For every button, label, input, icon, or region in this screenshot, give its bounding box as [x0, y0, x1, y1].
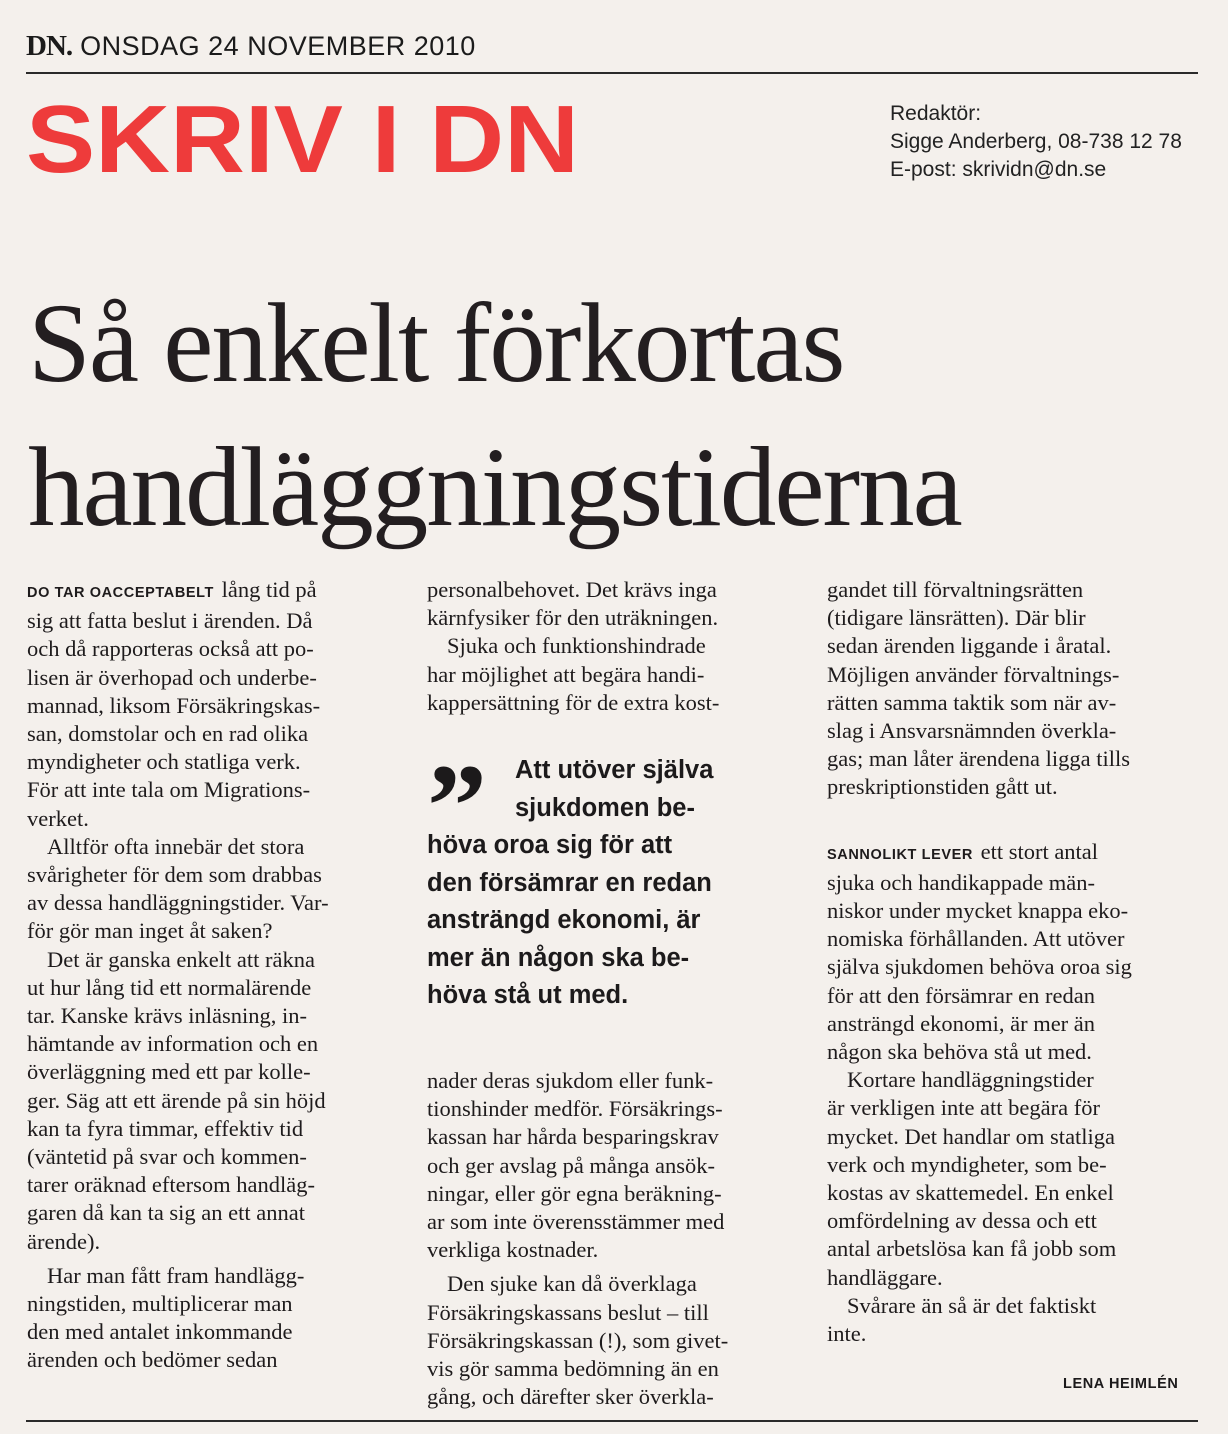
- text-line: ärende).: [27, 1228, 101, 1254]
- text-line: handläggare.: [827, 1264, 943, 1290]
- paragraph-7: [427, 1270, 792, 1411]
- text-line: Svårare än så är det faktiskt: [847, 1292, 1097, 1318]
- text-line: nomiska förhållanden. Att utöver: [827, 926, 1125, 952]
- text-line: vis gör samma bedömning än en: [427, 1356, 719, 1382]
- text-line: hämtande av information och en: [27, 1031, 319, 1057]
- text-line: personalbehovet. Det krävs inga: [427, 577, 717, 602]
- text-line: ärenden och bedömer sedan: [27, 1347, 278, 1373]
- text-line: någon ska behöva stå ut med.: [827, 1039, 1092, 1065]
- paragraph-9: [827, 838, 1199, 1067]
- text-line: själva sjukdomen behöva oroa sig: [827, 954, 1132, 980]
- text-line: rätten samma taktik som när av-: [827, 689, 1117, 715]
- text-line: Sjuka och funktionshindrade: [447, 633, 706, 659]
- paragraph-2: [27, 833, 372, 946]
- paragraph-5: [427, 576, 792, 717]
- text-line: mannad, liksom Försäkringskas-: [27, 692, 321, 718]
- text-line: Möjligen använder förvaltnings-: [827, 661, 1120, 687]
- text-line: den med antalet inkommande: [27, 1319, 293, 1345]
- quote-line: den försämrar en redan: [427, 868, 712, 897]
- text-line: har möjlighet att begära handi-: [427, 661, 705, 687]
- text-line: svårigheter för dem som drabbas: [27, 862, 322, 888]
- headline: [28, 272, 961, 560]
- quote-line: mer än någon ska be-: [427, 943, 690, 972]
- text-line: ger. Säg att ett ärende på sin höjd: [27, 1087, 326, 1113]
- text-line: Försäkringskassan (!), som givet-: [427, 1327, 729, 1353]
- text-line: är verkligen inte att begära för: [827, 1095, 1100, 1121]
- text-line: av dessa handläggningstider. Var-: [27, 890, 329, 916]
- text-line: kassan har hårda besparingskrav: [427, 1124, 719, 1150]
- text-line: sig att fatta beslut i ärenden. Då: [27, 608, 313, 634]
- paragraph-10: [827, 1066, 1199, 1292]
- paragraph-8: [827, 576, 1199, 802]
- text-line: niskor under mycket knappa eko-: [827, 898, 1129, 924]
- lead-in: DO TAR OACCEPTABELT: [27, 585, 214, 601]
- bottom-rule: [26, 1420, 1198, 1422]
- quote-mark-icon: ”: [427, 739, 487, 872]
- pull-quote: [427, 739, 792, 1015]
- text-line: mycket. Det handlar om statliga: [827, 1123, 1116, 1149]
- paragraph-1: [27, 576, 372, 833]
- headline-line-1: Så enkelt förkortas: [28, 281, 844, 406]
- text-line: Kortare handläggningstider: [847, 1067, 1094, 1093]
- quote-line: höva oroa sig för att: [427, 831, 673, 859]
- text-line: (tidigare länsrätten). Där blir: [827, 605, 1086, 631]
- text-line: nader deras sjukdom eller funk-: [427, 1068, 714, 1093]
- text-line: ar som inte överensstämmer med: [427, 1209, 725, 1235]
- editor-box: [890, 100, 1182, 184]
- top-rule: [26, 72, 1198, 74]
- text-line: garen då kan ta sig an ett annat: [27, 1200, 306, 1226]
- editor-email: E-post: skrividn@dn.se: [890, 158, 1107, 181]
- text-line: gång, och därefter sker överkla-: [427, 1384, 714, 1410]
- text-line: gas; man låter ärendena ligga tills: [827, 746, 1131, 772]
- text-line: sjuka och handikappade män-: [827, 869, 1096, 895]
- text-line: För att inte tala om Migrations-: [27, 777, 311, 803]
- quote-line: sjukdomen be-: [515, 793, 695, 822]
- text-line: för att den försämrar en redan: [827, 982, 1095, 1008]
- text-line: sedan ärenden liggande i åratal.: [827, 633, 1112, 659]
- text-line: ut hur lång tid ett normalärende: [27, 974, 312, 1000]
- text-line: ningar, eller gör egna beräkning-: [427, 1180, 722, 1206]
- text-line: och då rapporteras också att po-: [27, 636, 314, 662]
- editor-name-phone: Sigge Anderberg, 08-738 12 78: [890, 130, 1182, 153]
- paragraph-3: [27, 946, 372, 1256]
- dn-logo: DN.: [26, 30, 73, 62]
- text-line: kärnfysiker för den uträkningen.: [427, 605, 719, 631]
- paragraph-4: [27, 1262, 372, 1375]
- text-line: gandet till förvaltningsrätten: [827, 577, 1084, 602]
- text-line: SANNOLIKT LEVER ett stort antal: [827, 838, 1099, 864]
- text-line: och ger avslag på många ansök-: [427, 1152, 716, 1178]
- editor-label: Redaktör:: [890, 102, 982, 125]
- text-line: kostas av skattemedel. En enkel: [827, 1180, 1114, 1206]
- text-line: omfördelning av dessa och ett: [827, 1208, 1097, 1234]
- text-line: tionshinder medför. Försäkrings-: [427, 1096, 723, 1122]
- text-line: kappersättning för de extra kost-: [427, 689, 720, 715]
- paragraph-11: [827, 1292, 1199, 1348]
- text-line: överläggning med ett par kolle-: [27, 1059, 311, 1085]
- text-line: ansträngd ekonomi, är mer än: [827, 1010, 1096, 1036]
- text-line: Den sjuke kan då överklaga: [447, 1271, 697, 1297]
- text-line: san, domstolar och en rad olika: [27, 721, 309, 747]
- masthead-date: ONSDAG 24 NOVEMBER 2010: [80, 31, 476, 61]
- text-line: Det är ganska enkelt att räkna: [47, 946, 316, 972]
- article-column-3: [827, 576, 1199, 1348]
- quote-line: Att utöver själva: [515, 756, 714, 784]
- text-line: antal arbetslösa kan få jobb som: [827, 1236, 1117, 1262]
- article-column-2-lower: [427, 1067, 792, 1411]
- paragraph-6: [427, 1067, 792, 1264]
- quote-line: ansträngd ekonomi, är: [427, 906, 701, 934]
- section-title: SKRIV I DN: [26, 86, 580, 193]
- text-line: verket.: [27, 805, 89, 831]
- text-line: ningstiden, multiplicerar man: [27, 1291, 293, 1317]
- text-line: DO TAR OACCEPTABELT lång tid på: [27, 577, 317, 602]
- text-line: myndigheter och statliga verk.: [27, 749, 301, 775]
- headline-line-2: handläggningstiderna: [28, 425, 961, 550]
- text-line: slag i Ansvarsnämnden överkla-: [827, 718, 1117, 744]
- text-line: lisen är överhopad och underbe-: [27, 664, 317, 690]
- text-line: för gör man inget åt saken?: [27, 918, 273, 944]
- text-line: verk och myndigheter, som be-: [827, 1151, 1107, 1177]
- text-line: verkliga kostnader.: [427, 1237, 599, 1263]
- article-column-2: [427, 576, 792, 717]
- quote-line: höva stå ut med.: [427, 981, 629, 1009]
- text-line: Har man fått fram handlägg-: [47, 1262, 305, 1288]
- text-line: Försäkringskassans beslut – till: [427, 1299, 709, 1325]
- text-line: Alltför ofta innebär det stora: [47, 833, 305, 859]
- text-line: tarer oräknad eftersom handläg-: [27, 1172, 315, 1198]
- text-line: inte.: [827, 1321, 867, 1347]
- byline: LENA HEIMLÉN: [1063, 1376, 1179, 1392]
- text-line: (väntetid på svar och kommen-: [27, 1144, 307, 1170]
- lead-in: SANNOLIKT LEVER: [827, 846, 973, 863]
- text-line: tar. Kanske krävs inläsning, in-: [27, 1003, 307, 1029]
- article-column-1: [27, 576, 372, 1375]
- text-line: preskriptionstiden gått ut.: [827, 774, 1058, 800]
- masthead: [26, 30, 476, 63]
- text-line: kan ta fyra timmar, effektiv tid: [27, 1115, 304, 1141]
